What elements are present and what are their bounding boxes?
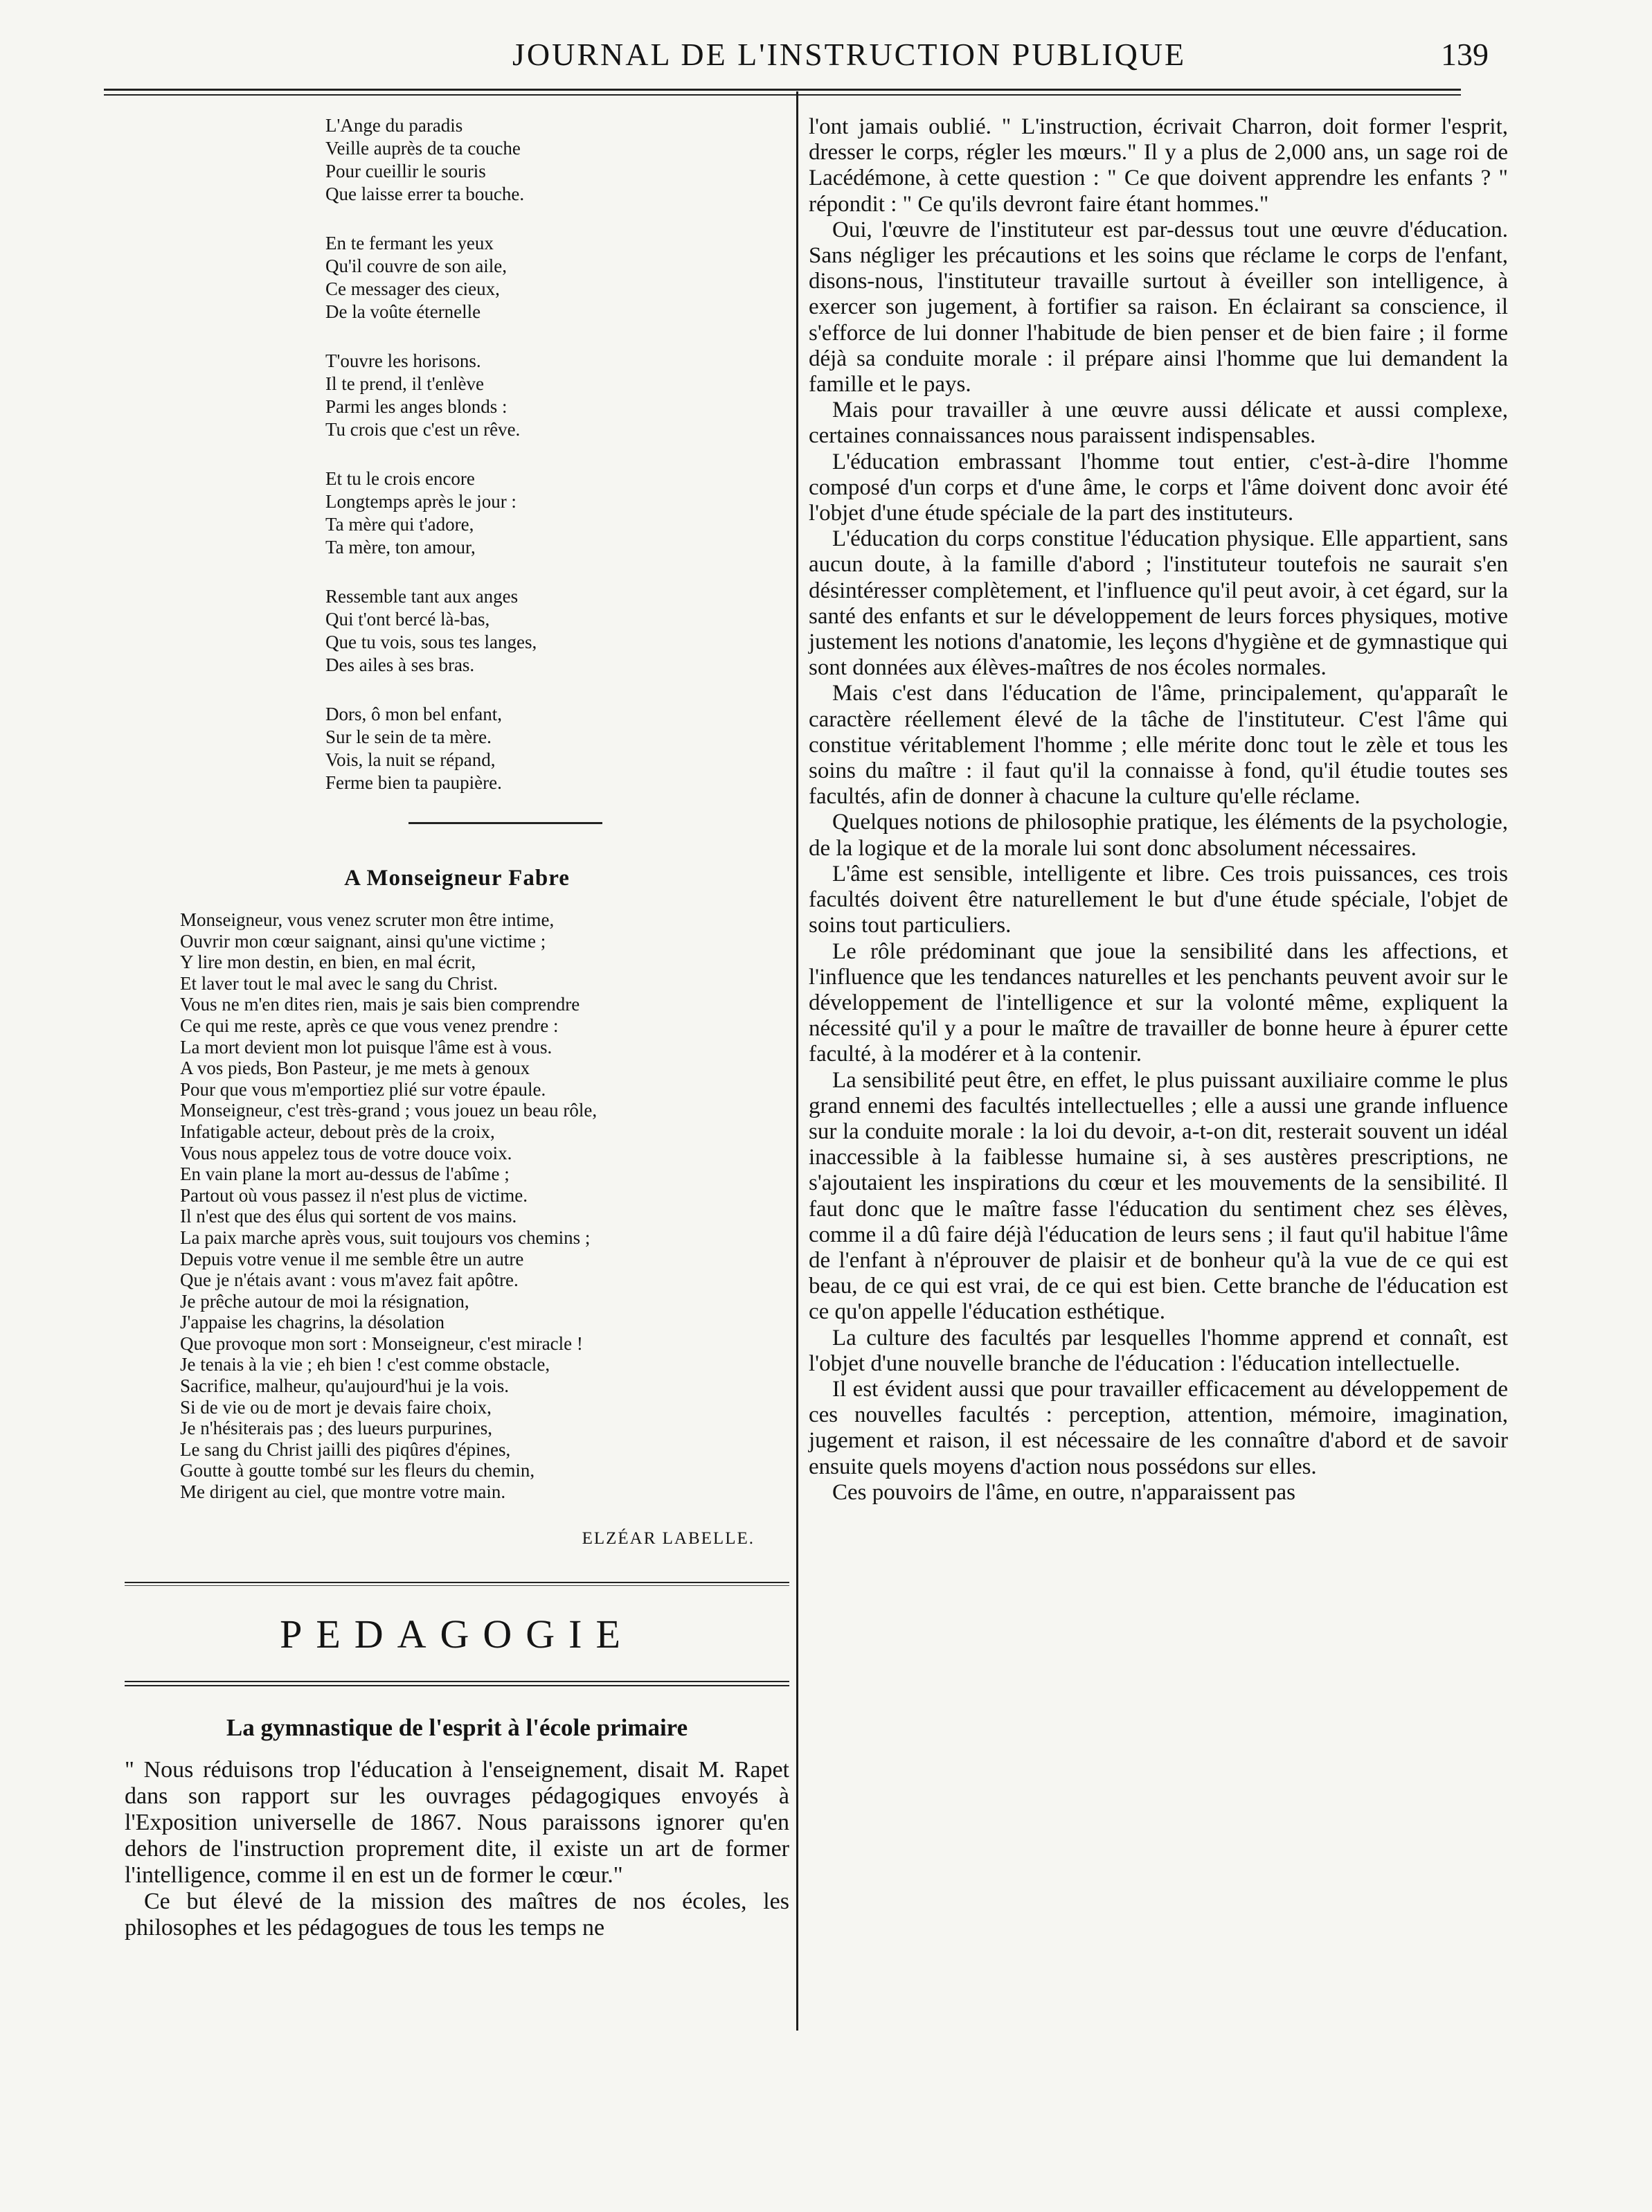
verse-line: Je n'hésiterais pas ; des lueurs purpurines, — [180, 1418, 493, 1439]
poem-verse — [180, 909, 789, 1503]
poem-stanza — [325, 703, 789, 794]
poem-title: A Monseigneur Fabre — [344, 866, 570, 891]
verse-line: Et laver tout le mal avec le sang du Christ. — [180, 972, 498, 994]
poem-line: De la voûte éternelle — [325, 301, 481, 322]
section-rule-top — [125, 1582, 789, 1586]
article-paragraph: La culture des facultés par lesquelles l'homme apprend et connaît, est l'objet d'une nouvelle branche de l'éducation : l'éducation intellectuelle. — [809, 1325, 1508, 1376]
header-rule — [104, 89, 1461, 96]
verse-line: Monseigneur, c'est très-grand ; vous jouez un beau rôle, — [180, 1100, 598, 1121]
verse-line: Pour que vous m'emportiez plié sur votre épaule. — [180, 1078, 546, 1100]
poem-stanza — [325, 467, 789, 559]
verse-line: Ce qui me reste, après ce que vous venez prendre : — [180, 1015, 559, 1036]
poem-line: Dors, ô mon bel enfant, — [325, 704, 502, 724]
article-title: La gymnastique de l'esprit à l'école primaire — [226, 1713, 688, 1741]
verse-line: J'appaise les chagrins, la désolation — [180, 1312, 445, 1333]
page-header — [104, 29, 1489, 78]
verse-line: A vos pieds, Bon Pasteur, je me mets à genoux — [180, 1058, 530, 1079]
poem-line: Des ailes à ses bras. — [325, 654, 475, 675]
poem-line: Ressemble tant aux anges — [325, 586, 519, 607]
verse-line: Il n'est que des élus qui sortent de vos mains. — [180, 1206, 517, 1227]
page-number: 139 — [1441, 37, 1489, 72]
poem-line: Sur le sein de ta mère. — [325, 726, 492, 747]
article-paragraph: Mais c'est dans l'éducation de l'âme, principalement, qu'apparaît le caractère réellement élevé de la tâche de l'instituteur. C'est l'âme qui constitue véritablement l'homme ; elle mérite donc tout le zèle et tous les soins du maître : il faut qu'il la connaisse à fond, qu'il étudie toutes ses facultés, afin de donner à chacune la culture qu'elle réclame. — [809, 681, 1508, 810]
verse-line: Y lire mon destin, en bien, en mal écrit, — [180, 952, 476, 973]
article-paragraph: Oui, l'œuvre de l'instituteur est par-dessus tout une œuvre d'éducation. Sans négliger les précautions et les soins que réclame le corps de l'enfant, disons-nous, l'instituteur travaille surtout à éveiller son intelligence, à exercer son jugement, à fortifier sa raison. En éclairant sa conscience, il s'efforce de lui donner l'habitude de bien penser et de bien faire ; il forme déjà sa conduite morale : il prépare ainsi l'homme que lui demandent la famille et le pays. — [809, 217, 1508, 398]
poem-line: Il te prend, il t'enlève — [325, 373, 485, 394]
article-paragraph: La sensibilité peut être, en effet, le plus puissant auxiliaire comme le plus grand ennemi des facultés intellectuelles ; elle a aussi une grande influence sur la conduite morale : la loi du devoir, a-t-on dit, resterait souvent un idéal inaccessible à la faiblesse humaine si, à ses austères prescriptions, ne s'ajoutaient les inspirations du cœur et les mouvements de la sensibilité. Il faut donc que le maître fasse l'éducation du sentiment chez ses élèves, comme il a dû faire déjà l'éducation de leurs sens ; il faut qu'il habitue l'âme de l'enfant à n'éprouver de plaisir et de bonheur qu'à la vue de ce qui est beau, de ce qui est vrai, de ce qui est bien. Cette branche de l'éducation est ce qu'on appelle l'éducation esthétique. — [809, 1067, 1508, 1325]
article-paragraph: L'éducation du corps constitue l'éducation physique. Elle appartient, sans aucun doute, à la famille d'abord ; l'instituteur toutefois ne saurait s'en désintéresser complètement, et l'influence qu'il peut avoir, à cet égard, sur la santé des enfants et sur le développement de leurs forces physiques, motive justement les notions d'anatomie, les leçons d'hygiène et de gymnastique qui sont données aux élèves-maîtres de nos écoles normales. — [809, 526, 1508, 681]
poem-line: Ce messager des cieux, — [325, 278, 500, 299]
poem-line: Veille auprès de ta couche — [325, 138, 521, 159]
article-paragraph: Il est évident aussi que pour travailler efficacement au développement de ces nouvelles facultés : perception, attention, mémoire, imagination, jugement et raison, il est nécessaire de les connaître d'abord et de savoir ensuite quels moyens d'action nous possédons sur elles. — [809, 1376, 1508, 1479]
poem-stanza — [325, 114, 789, 206]
verse-line: Que provoque mon sort : Monseigneur, c'est miracle ! — [180, 1332, 583, 1354]
article-paragraph: Quelques notions de philosophie pratique, les éléments de la psychologie, de la logique et de la morale lui sont donc absolument nécessaires. — [809, 810, 1508, 861]
poem-separator-rule — [408, 822, 602, 824]
verse-line: Si de vie ou de mort je devais faire choix, — [180, 1396, 492, 1418]
poem-author: ELZÉAR LABELLE. — [582, 1528, 755, 1548]
article-body-left — [125, 1757, 789, 1941]
article-body-right — [809, 114, 1508, 1506]
article-paragraph: " Nous réduisons trop l'éducation à l'enseignement, disait M. Rapet dans son rapport sur les ouvrages pédagogiques envoyés à l'Exposition universelle de 1867. Nous paraissons ignorer qu'en dehors de l'instruction proprement dite, il existe un art de former l'intelligence, comme il en est un de former le cœur." — [125, 1756, 789, 1888]
verse-line: Partout où vous passez il n'est plus de victime. — [180, 1184, 528, 1206]
poem-line: Que laisse errer ta bouche. — [325, 184, 525, 204]
poem-continued — [325, 114, 789, 794]
poem-line: Ta mère, ton amour, — [325, 537, 476, 558]
verse-line: En vain plane la mort au-dessus de l'abîme ; — [180, 1163, 510, 1185]
poem-line: Qu'il couvre de son aile, — [325, 256, 508, 276]
article-paragraph: Ces pouvoirs de l'âme, en outre, n'apparaissent pas — [832, 1479, 1295, 1505]
verse-line: Je prêche autour de moi la résignation, — [180, 1290, 469, 1312]
left-column — [125, 114, 789, 1941]
section-title: PEDAGOGIE — [280, 1611, 634, 1657]
verse-line: La mort devient mon lot puisque l'âme est à vous. — [180, 1036, 553, 1058]
verse-line: Monseigneur, vous venez scruter mon être intime, — [180, 909, 555, 930]
article-paragraph: L'éducation embrassant l'homme tout entier, c'est-à-dire l'homme composé d'un corps et d'une âme, le corps et l'âme doivent donc avoir été l'objet d'une étude spéciale de la part des instituteurs. — [809, 449, 1508, 526]
verse-line: Depuis votre venue il me semble être un autre — [180, 1248, 524, 1269]
poem-line: En te fermant les yeux — [325, 233, 494, 253]
poem-line: Vois, la nuit se répand, — [325, 749, 496, 770]
verse-line: Goutte à goutte tombé sur les fleurs du chemin, — [180, 1460, 535, 1481]
poem-line: Ferme bien ta paupière. — [325, 772, 502, 793]
poem-line: Et tu le crois encore — [325, 468, 475, 489]
verse-line: Infatigable acteur, debout près de la croix, — [180, 1121, 495, 1142]
section-rule-bottom — [125, 1681, 789, 1686]
right-column — [809, 114, 1508, 1506]
verse-line: Sacrifice, malheur, qu'aujourd'hui je la vois. — [180, 1375, 510, 1397]
running-title: JOURNAL DE L'INSTRUCTION PUBLIQUE — [512, 37, 1187, 72]
poem-line: L'Ange du paradis — [325, 115, 463, 136]
article-paragraph: Ce but élevé de la mission des maîtres de nos écoles, les philosophes et les pédagogues de tous les temps ne — [125, 1888, 789, 1941]
article-paragraph: Le rôle prédominant que joue la sensibilité dans les affections, et l'influence que les tendances naturelles et les penchants peuvent avoir sur le développement de l'intelligence et sur la volonté même, expliquent la nécessité qu'il y a pour le maître de travailler de bonne heure à épurer cette faculté, à la modérer et à la contenir. — [809, 938, 1508, 1067]
article-paragraph: l'ont jamais oublié. " L'instruction, écrivait Charron, doit former l'esprit, dresser le corps, régler les mœurs." Il y a plus de 2,000 ans, un sage roi de Lacédémone, à cette question : " Ce que doivent apprendre les enfants ? " répondit : " Ce qu'ils devront faire étant hommes." — [809, 114, 1508, 217]
poem-line: Longtemps après le jour : — [325, 491, 517, 512]
verse-line: Vous ne m'en dites rien, mais je sais bien comprendre — [180, 994, 580, 1015]
verse-line: Ouvrir mon cœur saignant, ainsi qu'une victime ; — [180, 930, 546, 952]
verse-line: Vous nous appelez tous de votre douce voix. — [180, 1142, 512, 1163]
poem-line: Qui t'ont bercé là-bas, — [325, 609, 490, 630]
verse-line: Que je n'étais avant : vous m'avez fait apôtre. — [180, 1269, 519, 1291]
poem-stanza — [325, 585, 789, 677]
poem-line: Pour cueillir le souris — [325, 161, 486, 181]
verse-line: Me dirigent au ciel, que montre votre main. — [180, 1481, 506, 1503]
verse-line: Le sang du Christ jailli des piqûres d'épines, — [180, 1438, 511, 1460]
poem-line: Que tu vois, sous tes langes, — [325, 632, 537, 652]
verse-line: Je tenais à la vie ; eh bien ! c'est comme obstacle, — [180, 1354, 550, 1375]
poem-stanza — [325, 232, 789, 323]
column-divider — [796, 91, 798, 2031]
poem-line: Ta mère qui t'adore, — [325, 514, 474, 535]
verse-line: La paix marche après vous, suit toujours vos chemins ; — [180, 1227, 591, 1248]
poem-stanza — [325, 350, 789, 441]
poem-line: Tu crois que c'est un rêve. — [325, 419, 521, 440]
article-paragraph: L'âme est sensible, intelligente et libre. Ces trois puissances, ces trois facultés doivent être naturellement le but d'une étude spéciale, l'objet de soins tout particuliers. — [809, 861, 1508, 938]
poem-line: Parmi les anges blonds : — [325, 396, 508, 417]
poem-line: T'ouvre les horisons. — [325, 350, 481, 371]
article-paragraph: Mais pour travailler à une œuvre aussi délicate et aussi complexe, certaines connaissances nous paraissent indispensables. — [809, 398, 1508, 449]
